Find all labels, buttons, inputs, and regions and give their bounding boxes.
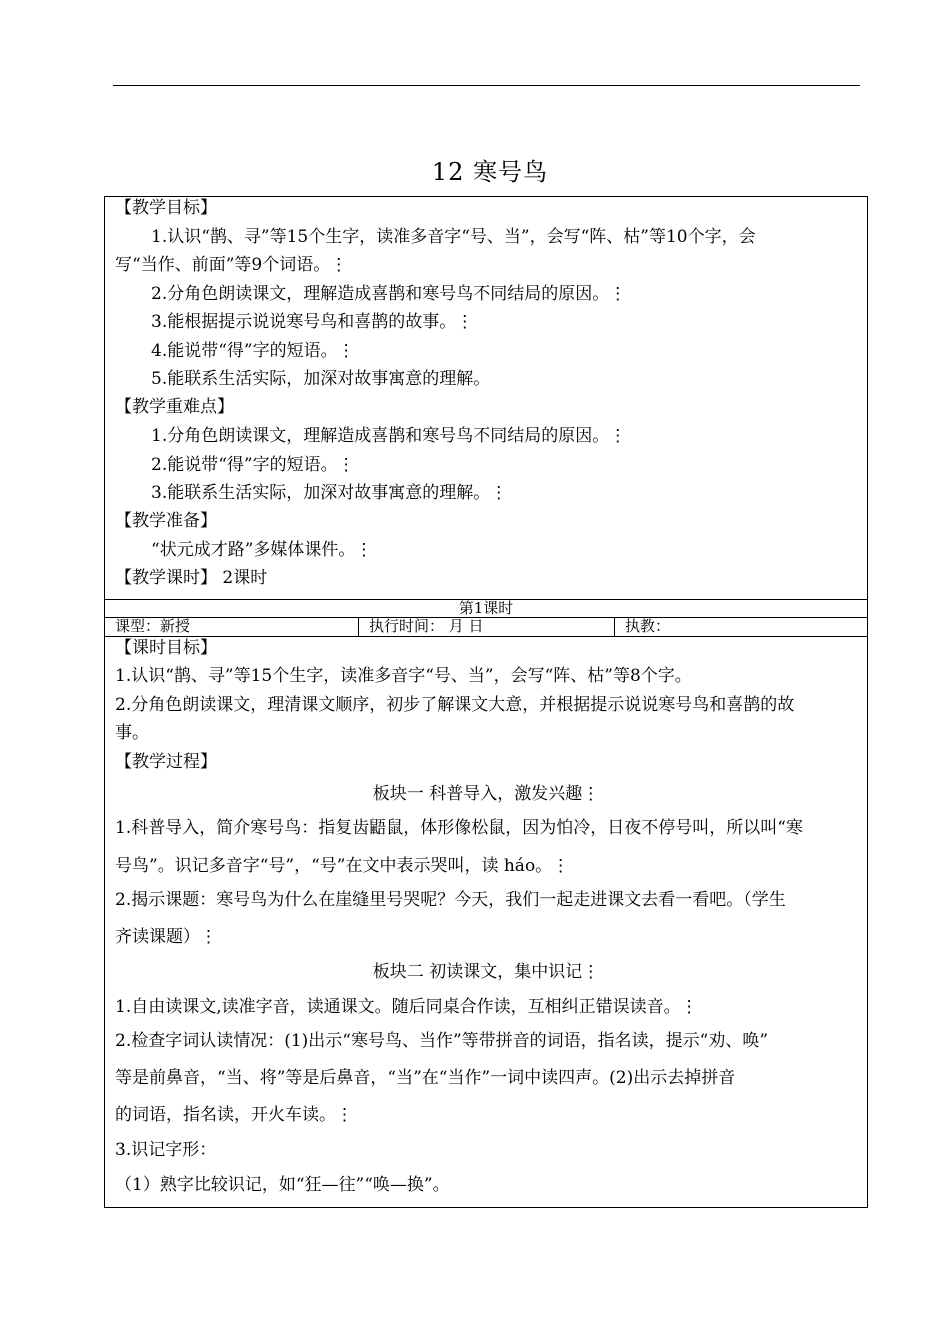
block-2-para-4: （1）熟字比较识记，如“狂—往”“唤—换”。	[115, 1175, 450, 1195]
block-2-para-2-line-1: 2.检查字词认读情况：(1)出示“寒号鸟、当作”等带拼音的词语，指名读，提示“劝、唤”	[115, 1031, 769, 1051]
lesson-header: 第1课时	[104, 599, 868, 618]
block-2-title: 板块二 初读课文，集中识记⋮	[372, 962, 600, 982]
lesson-goal-1: 1.认识“鹊、寻”等15个生字，读准多音字“号、当”，会写“阵、枯”等8个字。	[115, 666, 692, 686]
header-rule	[113, 85, 860, 86]
lesson-type: 课型：新授	[105, 618, 359, 636]
goal-1-line-2: 写“当作、前面”等9个词语。⋮	[115, 255, 348, 275]
goal-4: 4.能说带“得”字的短语。⋮	[151, 341, 355, 361]
block-1-para-2-line-1: 2.揭示课题：寒号鸟为什么在崖缝里号哭呢？今天，我们一起走进课文去看一看吧。（学生	[115, 890, 786, 910]
prep-text: “状元成才路”多媒体课件。⋮	[151, 540, 373, 560]
block-1-title: 板块一 科普导入，激发兴趣⋮	[372, 784, 600, 804]
block-2-para-2-line-2: 等是前鼻音，“当、将”等是后鼻音，“当”在“当作”一词中读四声。(2)出示去掉拼音	[115, 1068, 736, 1088]
block-1-para-1-line-2: 号鸟”。识记多音字“号”，“号”在文中表示哭叫，读 háo。⋮	[115, 856, 570, 876]
overview-box	[104, 196, 868, 600]
execution-time: 执行时间： 月 日	[359, 618, 615, 636]
lesson-goal-2-line-1: 2.分角色朗读课文，理清课文顺序，初步了解课文大意，并根据提示说说寒号鸟和喜鹊的故	[115, 695, 795, 715]
block-2-para-3: 3.识记字形：	[115, 1140, 217, 1160]
page-title: 12 寒号鸟	[431, 158, 549, 186]
lesson-goal-2-line-2: 事。	[115, 723, 149, 743]
block-2-para-2-line-3: 的词语，指名读，开火车读。⋮	[115, 1105, 353, 1125]
process-heading: 【教学过程】	[115, 752, 217, 772]
goal-2: 2.分角色朗读课文，理解造成喜鹊和寒号鸟不同结局的原因。⋮	[151, 284, 627, 304]
goal-3: 3.能根据提示说说寒号鸟和喜鹊的故事。⋮	[151, 312, 474, 332]
lesson-box	[104, 636, 868, 1208]
block-1-para-2-line-2: 齐读课题）⋮	[115, 927, 217, 947]
keypoint-2: 2.能说带“得”字的短语。⋮	[151, 455, 355, 475]
goals-heading: 【教学目标】	[115, 198, 217, 218]
block-1-para-1-line-1: 1.科普导入，简介寒号鸟：指复齿鼯鼠，体形像松鼠，因为怕冷，日夜不停号叫，所以叫“寒	[115, 818, 803, 838]
prep-heading: 【教学准备】	[115, 511, 217, 531]
hours-line: 【教学课时】 2课时	[115, 568, 268, 588]
keypoints-heading: 【教学重难点】	[115, 397, 234, 417]
keypoint-3: 3.能联系生活实际，加深对故事寓意的理解。⋮	[151, 483, 508, 503]
info-row	[104, 617, 868, 637]
goal-5: 5.能联系生活实际，加深对故事寓意的理解。	[151, 369, 491, 389]
lesson-goals-heading: 【课时目标】	[115, 638, 217, 658]
goal-1-line-1: 1.认识“鹊、寻”等15个生字，读准多音字“号、当”，会写“阵、枯”等10个字，会	[151, 227, 756, 247]
block-2-para-1: 1.自由读课文,读准字音，读通课文。随后同桌合作读，互相纠正错误读音。⋮	[115, 997, 698, 1017]
keypoint-1: 1.分角色朗读课文，理解造成喜鹊和寒号鸟不同结局的原因。⋮	[151, 426, 627, 446]
teacher: 执教：	[625, 617, 671, 635]
